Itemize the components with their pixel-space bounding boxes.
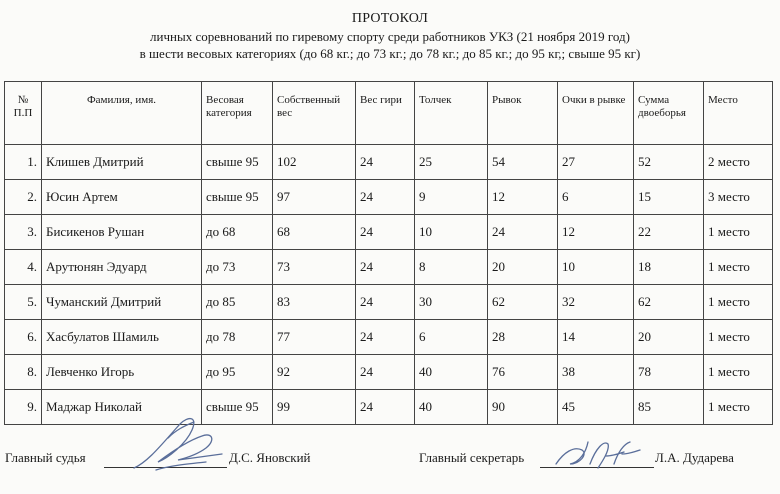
col-header-place: Место [704, 82, 773, 145]
signature-footer [0, 446, 780, 476]
cell-snatch: 90 [488, 390, 558, 425]
col-header-body-weight: Собственный вес [273, 82, 356, 145]
cell-snatch: 12 [488, 180, 558, 215]
cell-biathlon-total: 52 [634, 145, 704, 180]
cell-snatch: 20 [488, 250, 558, 285]
cell-place: 2 место [704, 145, 773, 180]
cell-body-weight: 97 [273, 180, 356, 215]
table-header-row [5, 82, 773, 145]
cell-place: 3 место [704, 180, 773, 215]
cell-weight-category: свыше 95 [202, 145, 273, 180]
cell-biathlon-total: 85 [634, 390, 704, 425]
chief-judge-signature [128, 410, 228, 476]
cell-body-weight: 77 [273, 320, 356, 355]
cell-kettlebell-weight: 24 [356, 180, 415, 215]
cell-weight-category: до 68 [202, 215, 273, 250]
cell-place: 1 место [704, 355, 773, 390]
col-header-number: № П.П [5, 82, 42, 145]
cell-body-weight: 68 [273, 215, 356, 250]
cell-kettlebell-weight: 24 [356, 215, 415, 250]
cell-jerk: 10 [415, 215, 488, 250]
cell-snatch-points: 38 [558, 355, 634, 390]
chief-secretary-signature [552, 434, 644, 474]
cell-kettlebell-weight: 24 [356, 250, 415, 285]
cell-body-weight: 73 [273, 250, 356, 285]
col-header-jerk: Толчек [415, 82, 488, 145]
cell-weight-category: до 73 [202, 250, 273, 285]
chief-secretary-label: Главный секретарь [419, 450, 525, 465]
protocol-header [0, 10, 780, 62]
results-table [4, 81, 773, 425]
cell-number: 5. [5, 285, 42, 320]
cell-name: Юсин Артем [42, 180, 202, 215]
col-header-kettlebell-weight: Вес гири [356, 82, 415, 145]
cell-snatch-points: 14 [558, 320, 634, 355]
cell-jerk: 8 [415, 250, 488, 285]
cell-place: 1 место [704, 320, 773, 355]
cell-biathlon-total: 20 [634, 320, 704, 355]
cell-biathlon-total: 78 [634, 355, 704, 390]
cell-name: Клишев Дмитрий [42, 145, 202, 180]
cell-number: 2. [5, 180, 42, 215]
col-header-weight-category: Весовая категория [202, 82, 273, 145]
cell-number: 3. [5, 215, 42, 250]
cell-body-weight: 99 [273, 390, 356, 425]
cell-weight-category: свыше 95 [202, 390, 273, 425]
cell-kettlebell-weight: 24 [356, 355, 415, 390]
col-header-biathlon-total: Сумма двоеборья [634, 82, 704, 145]
cell-name: Арутюнян Эдуард [42, 250, 202, 285]
table-row [5, 285, 773, 320]
cell-weight-category: свыше 95 [202, 180, 273, 215]
cell-jerk: 30 [415, 285, 488, 320]
cell-snatch-points: 27 [558, 145, 634, 180]
cell-biathlon-total: 22 [634, 215, 704, 250]
protocol-title: ПРОТОКОЛ [351, 11, 429, 26]
protocol-subtitle-line2: в шести весовых категориях (до 68 кг.; до 73 кг.; до 78 кг.; до 85 кг.; до 95 кг,; свыше 95 кг) [139, 46, 641, 61]
cell-body-weight: 102 [273, 145, 356, 180]
table-row [5, 250, 773, 285]
cell-kettlebell-weight: 24 [356, 285, 415, 320]
table-row [5, 355, 773, 390]
cell-jerk: 9 [415, 180, 488, 215]
cell-number: 1. [5, 145, 42, 180]
protocol-subtitle-line1: личных соревнований по гиревому спорту среди работников УКЗ (21 ноября 2019 год) [150, 29, 630, 44]
cell-weight-category: до 78 [202, 320, 273, 355]
col-header-snatch: Рывок [488, 82, 558, 145]
cell-snatch-points: 6 [558, 180, 634, 215]
cell-place: 1 место [704, 215, 773, 250]
cell-place: 1 место [704, 250, 773, 285]
cell-number: 9. [5, 390, 42, 425]
table-row [5, 145, 773, 180]
cell-snatch: 24 [488, 215, 558, 250]
table-row [5, 215, 773, 250]
chief-secretary-name: Л.А. Дударева [655, 450, 734, 465]
cell-snatch: 54 [488, 145, 558, 180]
cell-name: Маджар Николай [42, 390, 202, 425]
cell-body-weight: 92 [273, 355, 356, 390]
cell-number: 8. [5, 355, 42, 390]
cell-jerk: 25 [415, 145, 488, 180]
cell-snatch-points: 12 [558, 215, 634, 250]
cell-name: Хасбулатов Шамиль [42, 320, 202, 355]
table-row [5, 390, 773, 425]
cell-kettlebell-weight: 24 [356, 320, 415, 355]
cell-body-weight: 83 [273, 285, 356, 320]
cell-number: 4. [5, 250, 42, 285]
col-header-snatch-points: Очки в рывке [558, 82, 634, 145]
cell-name: Чуманский Дмитрий [42, 285, 202, 320]
cell-jerk: 40 [415, 390, 488, 425]
chief-judge-label: Главный судья [5, 450, 86, 465]
cell-name: Бисикенов Рушан [42, 215, 202, 250]
cell-jerk: 6 [415, 320, 488, 355]
cell-biathlon-total: 15 [634, 180, 704, 215]
cell-biathlon-total: 62 [634, 285, 704, 320]
cell-place: 1 место [704, 390, 773, 425]
cell-biathlon-total: 18 [634, 250, 704, 285]
table-row [5, 180, 773, 215]
cell-number: 6. [5, 320, 42, 355]
cell-kettlebell-weight: 24 [356, 145, 415, 180]
cell-snatch: 62 [488, 285, 558, 320]
col-header-name: Фамилия, имя. [42, 82, 202, 145]
cell-snatch-points: 32 [558, 285, 634, 320]
cell-snatch-points: 45 [558, 390, 634, 425]
cell-place: 1 место [704, 285, 773, 320]
cell-weight-category: до 95 [202, 355, 273, 390]
cell-snatch: 76 [488, 355, 558, 390]
cell-weight-category: до 85 [202, 285, 273, 320]
cell-kettlebell-weight: 24 [356, 390, 415, 425]
cell-name: Левченко Игорь [42, 355, 202, 390]
chief-judge-name: Д.С. Яновский [229, 450, 311, 465]
cell-snatch: 28 [488, 320, 558, 355]
cell-jerk: 40 [415, 355, 488, 390]
results-table-body [5, 145, 773, 425]
cell-snatch-points: 10 [558, 250, 634, 285]
table-row [5, 320, 773, 355]
